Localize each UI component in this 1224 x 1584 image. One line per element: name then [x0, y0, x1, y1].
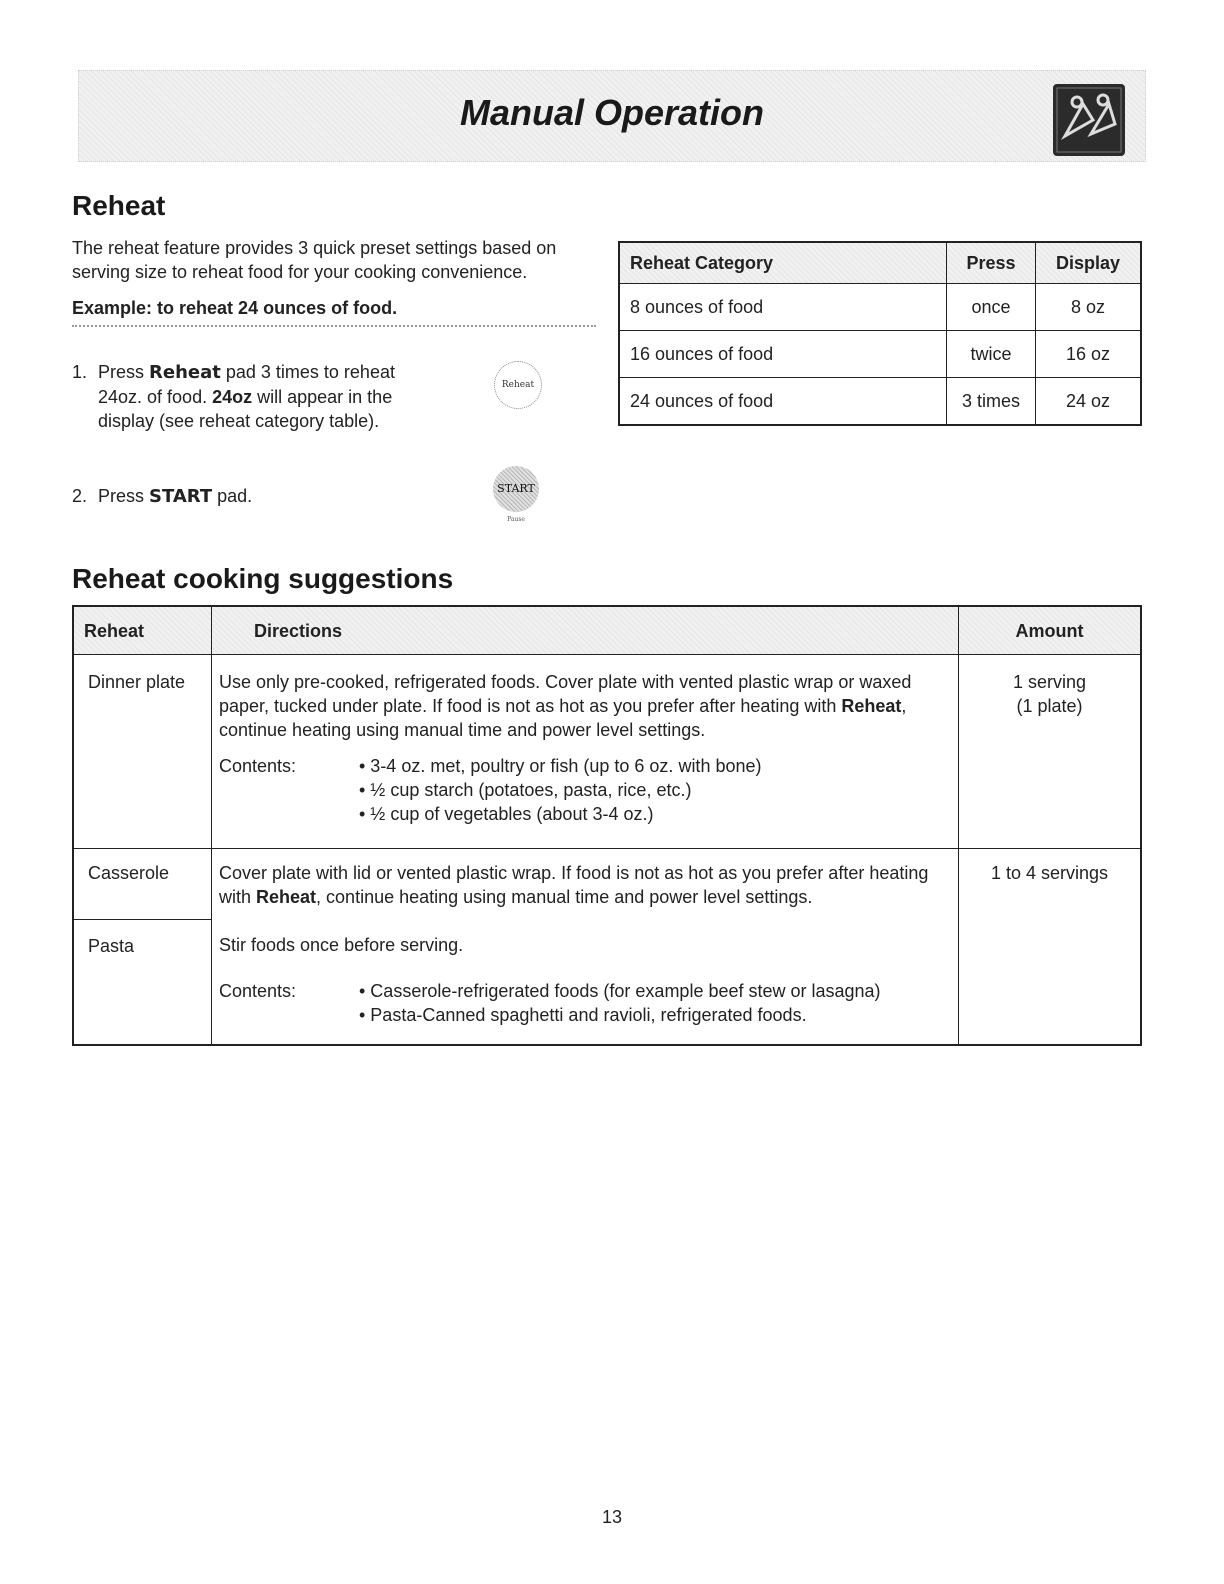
- suggestions-table: [72, 605, 1142, 1046]
- directions-text: , continue heating using manual time and power level settings.: [219, 696, 907, 740]
- header-cell: Reheat: [73, 606, 212, 655]
- table-cell: 8 ounces of food: [619, 284, 947, 331]
- step-number: 1.: [72, 362, 88, 382]
- directions-bold: Reheat: [256, 887, 317, 907]
- table-cell: Casserole: [73, 849, 212, 920]
- step-text: Press: [98, 486, 150, 506]
- step-pad-name: Reheat: [149, 362, 221, 383]
- page-number: 13: [601, 1507, 623, 1527]
- reheat-intro: The reheat feature provides 3 quick preset settings based on serving size to reheat food for your cooking convenience.: [72, 238, 557, 282]
- amount-text: 1 to 4 servings: [990, 863, 1109, 883]
- directions-text: [219, 670, 950, 742]
- list-item: • ½ cup starch (potatoes, pasta, rice, etc.): [359, 780, 692, 800]
- table-cell: 3 times: [947, 378, 1036, 426]
- start-pad-button[interactable]: START: [493, 466, 539, 512]
- table-header-row: [73, 606, 1141, 655]
- table-row: [73, 655, 1141, 849]
- directions-text: Stir foods once before serving.: [219, 935, 464, 955]
- suggestions-heading: Reheat cooking suggestions: [72, 563, 454, 594]
- directions-bold: Reheat: [841, 696, 902, 716]
- step-number: 2.: [72, 486, 88, 506]
- table-row: [619, 331, 1141, 378]
- step-text: pad 3 times to reheat: [220, 362, 395, 382]
- display-value: 24oz: [212, 387, 253, 407]
- list-item: • 3-4 oz. met, poultry or fish (up to 6 oz. with bone): [359, 756, 762, 776]
- step-text: will appear in the: [252, 387, 393, 407]
- reheat-category-table: [618, 241, 1142, 426]
- amount-cell: [959, 849, 1142, 1046]
- amount-cell: [959, 655, 1142, 849]
- list-item: • ½ cup of vegetables (about 3-4 oz.): [359, 804, 654, 824]
- table-row: [73, 849, 1141, 920]
- divider: [72, 325, 596, 327]
- step-text: pad.: [212, 486, 253, 506]
- table-cell: 16 oz: [1036, 331, 1142, 378]
- table-header-row: [619, 242, 1141, 284]
- header-cell: Amount: [959, 606, 1142, 655]
- header-cell: Directions: [212, 606, 959, 655]
- amount-text: (1 plate): [1016, 696, 1083, 716]
- list-item: • Casserole-refrigerated foods (for example beef stew or lasagna): [359, 981, 881, 1001]
- table-cell: 24 ounces of food: [619, 378, 947, 426]
- directions-text: Use only pre-cooked, refrigerated foods. Cover plate with vented plastic wrap or waxed paper, tucked under plate. If food is not as hot as you prefer after heating with: [219, 672, 912, 716]
- table-cell: 8 oz: [1036, 284, 1142, 331]
- contents-label: Contents:: [219, 756, 297, 776]
- contents-label: Contents:: [219, 981, 297, 1001]
- directions-text: [219, 861, 950, 909]
- contents-list: [359, 754, 762, 826]
- directions-cell: [212, 655, 959, 849]
- table-cell: Pasta: [73, 920, 212, 1046]
- step-1: [72, 360, 472, 435]
- step-2: [72, 484, 372, 510]
- directions-text: , continue heating using manual time and power level settings.: [316, 887, 813, 907]
- directions-cell: [212, 849, 959, 1046]
- step-pad-name: START: [149, 486, 213, 507]
- table-cell: 16 ounces of food: [619, 331, 947, 378]
- table-cell: once: [947, 284, 1036, 331]
- table-row: [619, 284, 1141, 331]
- step-text: display (see reheat category table).: [98, 411, 380, 431]
- page-title: Manual Operation: [459, 92, 765, 133]
- list-item: • Pasta-Canned spaghetti and ravioli, refrigerated foods.: [359, 1005, 807, 1025]
- table-cell: Dinner plate: [73, 655, 212, 849]
- reheat-heading: Reheat: [72, 190, 166, 221]
- header-cell: Press: [947, 242, 1036, 284]
- reheat-pad-button[interactable]: Reheat: [494, 361, 542, 409]
- pause-label: Pause: [507, 516, 525, 523]
- table-cell: 24 oz: [1036, 378, 1142, 426]
- step-text: 24oz. of food.: [98, 387, 213, 407]
- contents-list: [359, 979, 881, 1027]
- directions-text: Cover plate with lid or vented plastic wrap. If food is not as hot as you prefer after heating with: [219, 863, 929, 907]
- pizza-fingers-icon: [1053, 84, 1125, 156]
- contents-block: [219, 754, 950, 826]
- header-cell: Reheat Category: [619, 242, 947, 284]
- header-cell: Display: [1036, 242, 1142, 284]
- table-cell: twice: [947, 331, 1036, 378]
- step-text: Press: [98, 362, 150, 382]
- reheat-example: Example: to reheat 24 ounces of food.: [72, 298, 398, 318]
- contents-block: [219, 979, 950, 1027]
- table-row: [619, 378, 1141, 426]
- amount-text: 1 serving: [1012, 672, 1087, 692]
